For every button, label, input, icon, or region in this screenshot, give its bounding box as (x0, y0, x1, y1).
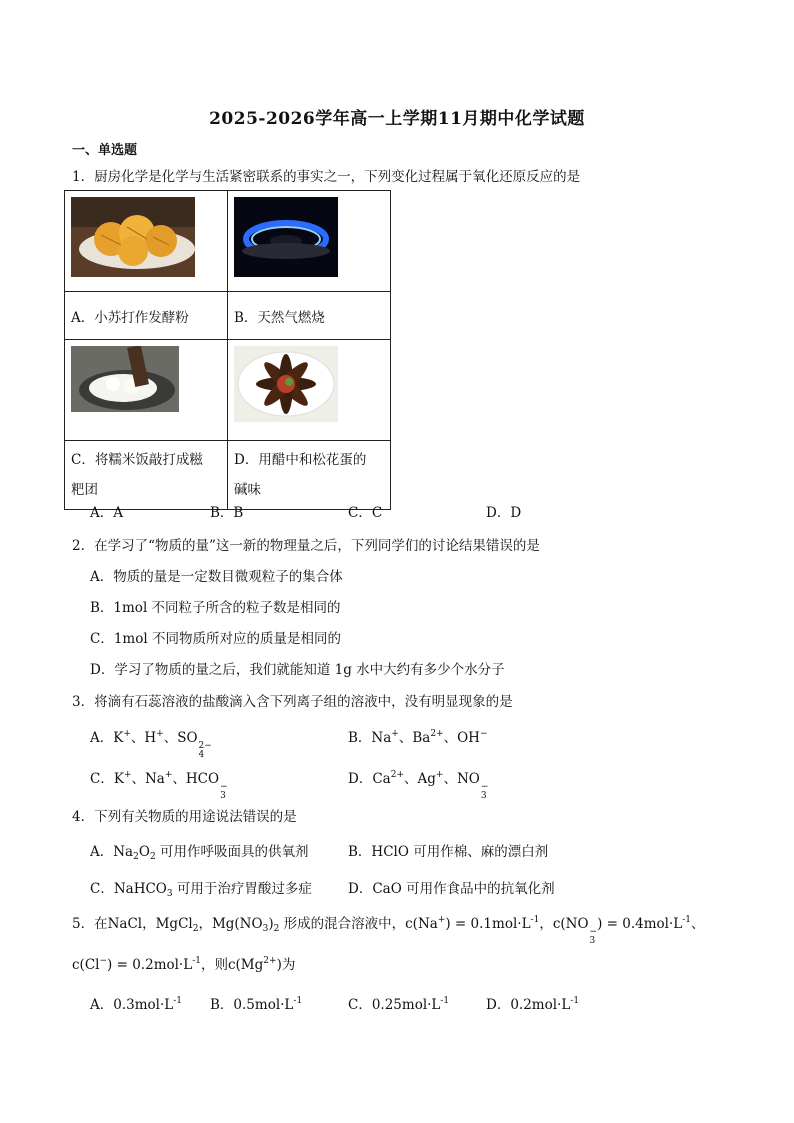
q2-option-c: C．1mol 不同物质所对应的质量是相同的 (90, 631, 341, 647)
q1-cell-d-label: D．用醋中和松花蛋的碱味 (228, 441, 391, 510)
q4-option-c: C．NaHCO$_3$ 可用于治疗胃酸过多症 (90, 881, 312, 899)
q4-option-a: A．$Na_2O_2$ 可用作呼吸面具的供氧剂 (90, 844, 309, 862)
page-title: 2025-2026学年高一上学期11月期中化学试题 (209, 109, 585, 129)
q3-option-b: B．Na+、$Ba^{2+}$、OH− (348, 729, 488, 746)
q4-option-b: B．HClO 可用作棉、麻的漂白剂 (348, 844, 549, 860)
mochi-pounding-photo (71, 346, 179, 412)
q3-stem: 3．将滴有石蕊溶液的盐酸滴入含下列离子组的溶液中，没有明显现象的是 (72, 694, 513, 710)
q5-stem-line2: $c(Cl^-) = 0.2mol\cdot L^{-1}$，则$c(Mg^{2+})$为 (72, 956, 296, 973)
q1-choice-b: B．B (210, 505, 244, 521)
q2-option-d: D．学习了物质的量之后，我们就能知道 1g 水中大约有多少个水分子 (90, 662, 505, 678)
q1-choice-a: A．A (90, 505, 123, 521)
q1-cell-d-image (228, 340, 391, 441)
q1-cell-b-image (228, 191, 391, 292)
q3-option-a: A．K+、H+、SO 2− 4 (90, 729, 212, 760)
q1-stem: 1．厨房化学是化学与生活紧密联系的事实之一，下列变化过程属于氧化还原反应的是 (72, 169, 581, 185)
q1-cell-b-label: B．天然气燃烧 (228, 292, 391, 340)
q5-option-d: D．$0.2mol\cdot L^{-1}$ (486, 996, 580, 1013)
section-heading: 一、单选题 (72, 143, 138, 158)
q3-option-c: C．K+、Na+、HCO − 3 (90, 770, 228, 801)
q3-option-d: D．$Ca^{2+}$、Ag+、NO − 3 (348, 770, 489, 801)
q1-cell-a-image (65, 191, 228, 292)
q1-cell-a-label: A．小苏打作发酵粉 (65, 292, 228, 340)
gas-flame-photo (234, 197, 338, 277)
q1-cell-c-label: C．将糯米饭敲打成糍粑团 (65, 441, 228, 510)
q5-option-c: C．$0.25mol\cdot L^{-1}$ (348, 996, 450, 1013)
q4-stem: 4．下列有关物质的用途说法错误的是 (72, 809, 297, 825)
q5-option-b: B．$0.5mol\cdot L^{-1}$ (210, 996, 303, 1013)
q1-choice-c: C．C (348, 505, 383, 521)
q5-option-a: A．$0.3mol\cdot L^{-1}$ (90, 996, 183, 1013)
century-egg-photo (234, 346, 338, 422)
q2-stem: 2．在学习了“物质的量”这一新的物理量之后，下列同学们的讨论结果错误的是 (72, 538, 540, 554)
q2-option-b: B．1mol 不同粒子所含的粒子数是相同的 (90, 600, 341, 616)
pineapple-bun-photo (71, 197, 195, 277)
q5-stem-line1: 5．在NaCl，MgCl$_2$，$Mg(NO_3)_2$ 形成的混合溶液中，$c(Na^+) = 0.1mol\cdot L^{-1}$，c(NO − 3 ) = $0.4mol\cdot L^{-1}$、 (72, 915, 705, 946)
q2-option-a: A．物质的量是一定数目微观粒子的集合体 (90, 569, 343, 585)
q1-choice-d: D．D (486, 505, 522, 521)
q4-option-d: D．CaO 可用作食品中的抗氧化剂 (348, 881, 555, 897)
q1-image-table (64, 190, 391, 510)
q1-cell-c-image (65, 340, 228, 441)
